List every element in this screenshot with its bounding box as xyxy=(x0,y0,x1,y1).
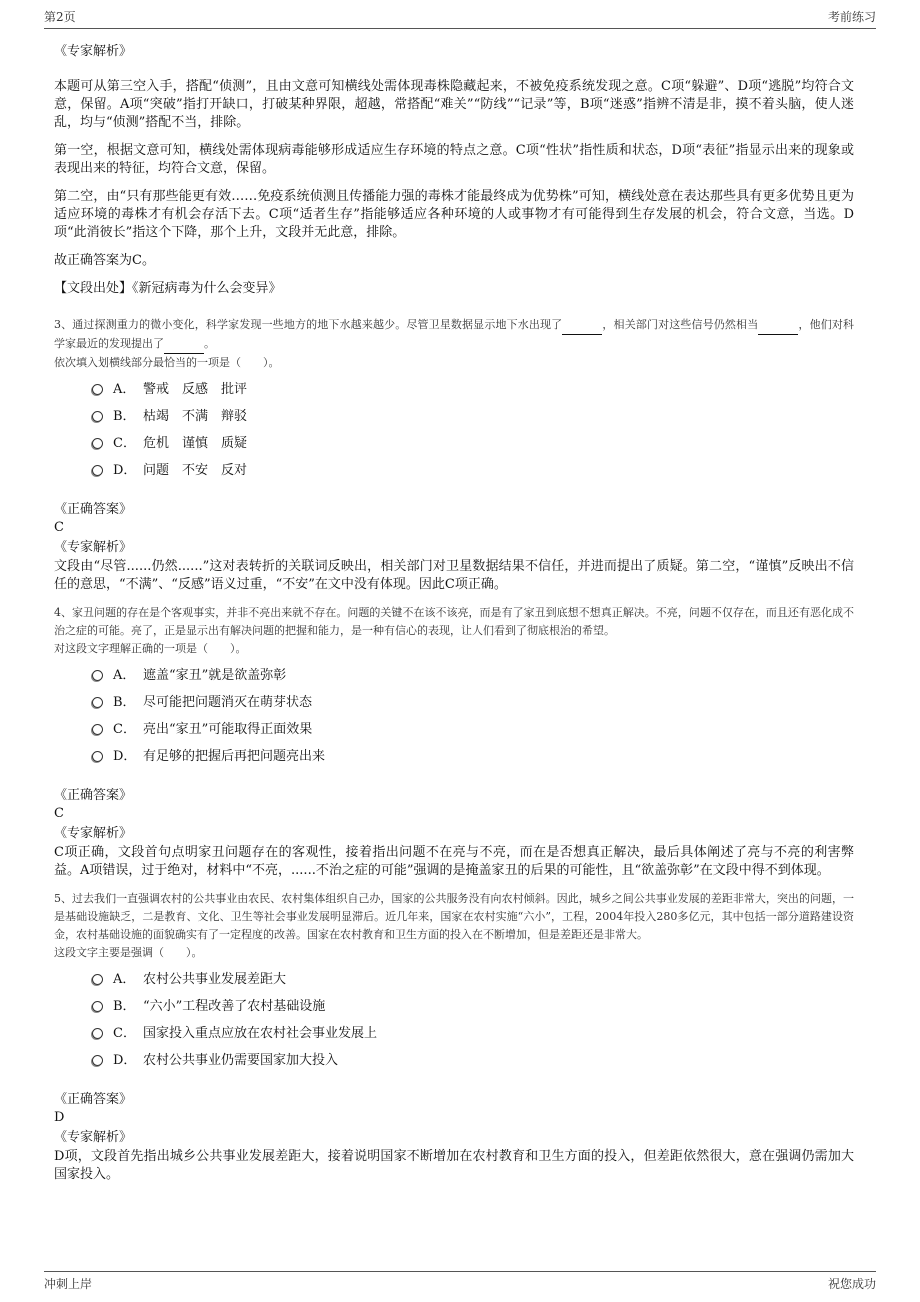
footer-left-text: 冲刺上岸 xyxy=(44,1277,93,1291)
option-list xyxy=(54,964,854,1072)
page-footer xyxy=(44,1275,876,1292)
option-a[interactable]: A． 遮盖“家丑”就是欲盖弥彰 xyxy=(54,660,854,687)
analysis-paragraph: C项正确，文段首句点明家丑问题存在的客观性，接着指出问题不在亮与不亮，而在是否想真正解决，最后具体阐述了亮与不亮的利害弊益。A项错误，过于绝对，材料中“不亮，......不治之症的可能”强调的是掩盖家丑的后果的可能性，且“欲盖弥彰”在文段中得不到体现。 xyxy=(54,845,854,878)
fill-blank xyxy=(164,335,204,354)
option-list xyxy=(54,374,854,482)
question-stem: 3、通过探测重力的微小变化，科学家发现一些地方的地下水越来越少。尽管卫星数据显示地下水出现了 ，相关部门对这些信号仍然相当 ，他们对科学家最近的发现提出了 。 xyxy=(54,316,854,354)
analysis-paragraph: 本题可从第三空入手，搭配“侦测”，且由文意可知横线处需体现毒株隐藏起来，不被免疫系统发现之意。C项“躲避”、D项“逃脱”均符合文意，保留。A项“突破”指打开缺口，打破某种界限，超越，常搭配“难关”“防线”“记录”等，B项“迷惑”指辨不清是非，摸不着头脑，使人迷乱，均与“侦测”搭配不当，排除。 xyxy=(54,79,854,130)
analysis-label: 《专家解析》 xyxy=(54,826,133,841)
radio-icon[interactable] xyxy=(92,697,103,708)
radio-icon[interactable] xyxy=(92,1055,103,1066)
footer-divider xyxy=(44,1271,876,1272)
radio-icon[interactable] xyxy=(92,974,103,985)
radio-icon[interactable] xyxy=(92,384,103,395)
question-prompt: 这段文字主要是强调（ ）。 xyxy=(54,946,203,959)
header-divider xyxy=(44,28,876,29)
fill-blank xyxy=(758,316,798,335)
analysis-paragraph: D项，文段首先指出城乡公共事业发展差距大，接着说明国家不断增加在农村教育和卫生方面的投入，但差距依然很大，意在强调仍需加大国家投入。 xyxy=(54,1149,854,1182)
source-citation: 【文段出处】《新冠病毒为什么会变异》 xyxy=(54,281,282,296)
option-d[interactable]: D． 农村公共事业仍需要国家加大投入 xyxy=(54,1045,854,1072)
option-a[interactable]: A． 警戒 反感 批评 xyxy=(54,374,854,401)
option-b[interactable]: B． “六小”工程改善了农村基础设施 xyxy=(54,991,854,1018)
radio-icon[interactable] xyxy=(92,465,103,476)
radio-icon[interactable] xyxy=(92,724,103,735)
radio-icon[interactable] xyxy=(92,438,103,449)
analysis-label: 《专家解析》 xyxy=(54,44,133,59)
answer-value: D xyxy=(54,1110,65,1125)
analysis-paragraph: 第二空，由“只有那些能更有效……免疫系统侦测且传播能力强的毒株才能最终成为优势株”可知，横线处意在表达那些具有更多优势且更为适应环境的毒株才有机会存活下去。C项“适者生存”指能够适应各种环境的人或事物才有可能得到生存发展的机会，符合文意，当选。D项“此消彼长”指这个下降，那个上升，文段并无此意，排除。 xyxy=(54,189,854,240)
answer-value: C xyxy=(54,806,64,821)
question-3 xyxy=(54,316,854,594)
header-title: 考前练习 xyxy=(827,10,876,24)
footer-right-text: 祝您成功 xyxy=(827,1277,876,1291)
question-stem: 5、过去我们一直强调农村的公共事业由农民、农村集体组织自己办，国家的公共服务没有向农村倾斜。因此，城乡之间公共事业发展的差距非常大，突出的问题，一是基础设施缺乏，二是教育、文化、卫生等社会事业发展明显滞后。近几年来，国家在农村实施“六小”，工程，2004年投入280多亿元，其中包括一部分道路建设资金，农村基础设施的面貌确实有了一定程度的改善。国家在农村教育和卫生方面的投入在不断增加，但是差距还是非常大。 xyxy=(54,892,854,941)
answer-label: 《正确答案》 xyxy=(54,788,133,803)
radio-icon[interactable] xyxy=(92,1028,103,1039)
radio-icon[interactable] xyxy=(92,751,103,762)
answer-label: 《正确答案》 xyxy=(54,1092,133,1107)
question-prompt: 对这段文字理解正确的一项是（ ）。 xyxy=(54,642,247,655)
question-prompt: 依次填入划横线部分最恰当的一项是（ ）。 xyxy=(54,356,280,369)
answer-statement: 故正确答案为C。 xyxy=(54,253,155,268)
option-c[interactable]: C． 危机 谨慎 质疑 xyxy=(54,428,854,455)
answer-value: C xyxy=(54,520,64,535)
page-header xyxy=(44,8,876,25)
question-5 xyxy=(54,890,854,1184)
radio-icon[interactable] xyxy=(92,1001,103,1012)
option-c[interactable]: C． 亮出“家丑”可能取得正面效果 xyxy=(54,714,854,741)
option-list xyxy=(54,660,854,768)
answer-label: 《正确答案》 xyxy=(54,502,133,517)
document-body xyxy=(54,42,854,1184)
radio-icon[interactable] xyxy=(92,670,103,681)
option-b[interactable]: B． 尽可能把问题消灭在萌芽状态 xyxy=(54,687,854,714)
analysis-paragraph: 文段由“尽管......仍然......”这对表转折的关联词反映出，相关部门对卫星数据结果不信任，并进而提出了质疑。第二空，“谨慎”反映出不信任的意思，“不满”、“反感”语义过重，“不安”在文中没有体现。因此C项正确。 xyxy=(54,559,854,592)
radio-icon[interactable] xyxy=(92,411,103,422)
analysis-label: 《专家解析》 xyxy=(54,540,133,555)
question-stem: 4、家丑问题的存在是个客观事实，并非不亮出来就不存在。问题的关键不在该不该亮，而是有了家丑到底想不想真正解决。不亮，问题不仅存在，而且还有恶化成不治之症的可能。亮了，正是显示出有解决问题的把握和能力，是一种有信心的表现，让人们看到了彻底根治的希望。 xyxy=(54,606,854,637)
option-c[interactable]: C． 国家投入重点应放在农村社会事业发展上 xyxy=(54,1018,854,1045)
analysis-label: 《专家解析》 xyxy=(54,1130,133,1145)
option-a[interactable]: A． 农村公共事业发展差距大 xyxy=(54,964,854,991)
analysis-paragraph: 第一空，根据文意可知，横线处需体现病毒能够形成适应生存环境的特点之意。C项“性状”指性质和状态，D项“表征”指显示出来的现象或表现出来的特征，均符合文意，保留。 xyxy=(54,143,854,176)
page-number: 第2页 xyxy=(44,10,76,24)
question-4 xyxy=(54,604,854,880)
fill-blank xyxy=(562,316,602,335)
option-d[interactable]: D． 问题 不安 反对 xyxy=(54,455,854,482)
option-d[interactable]: D． 有足够的把握后再把问题亮出来 xyxy=(54,741,854,768)
option-b[interactable]: B． 枯竭 不满 辩驳 xyxy=(54,401,854,428)
